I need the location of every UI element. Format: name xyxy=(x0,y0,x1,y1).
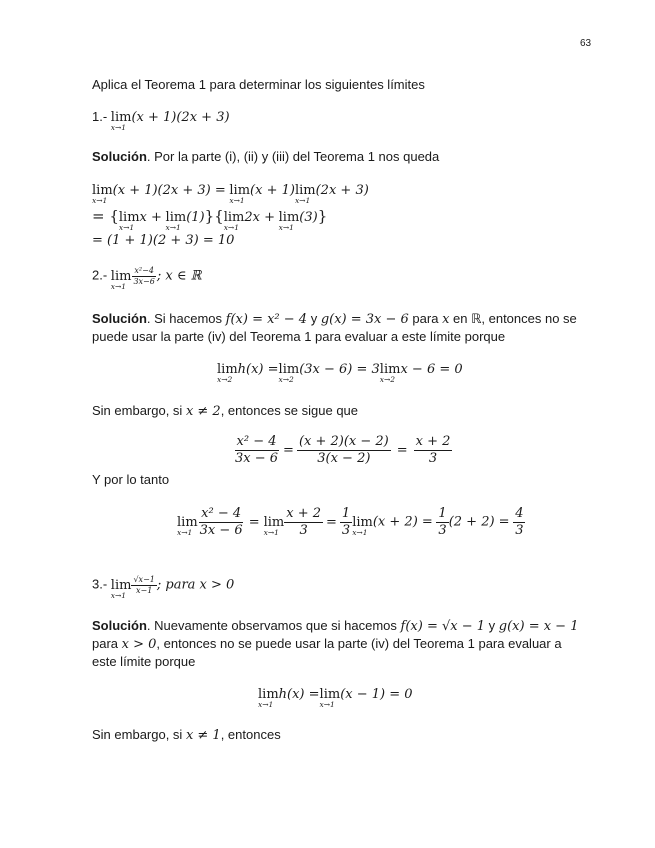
lim-text: lim xyxy=(118,210,140,225)
equals: = xyxy=(283,442,294,458)
text: . Si hacemos xyxy=(146,311,226,326)
lim-subscript: x→1 xyxy=(352,527,368,537)
expression: x + xyxy=(139,210,162,225)
lim-text: lim xyxy=(352,514,373,530)
denominator: 3x − 6 xyxy=(199,522,243,538)
problem-2-label: 2.- xyxy=(92,267,111,283)
numerator: 1 xyxy=(341,506,351,521)
text: , entonces no se puede usar la parte (iv) del Teorema 1 para evaluar a xyxy=(156,636,562,651)
numerator: 4 xyxy=(515,506,524,521)
denominator: 3 xyxy=(438,522,447,538)
expression: (x + 1) xyxy=(250,183,295,198)
solution-label: Solución xyxy=(92,311,147,326)
text: Sin embargo, si xyxy=(92,727,186,742)
numerator: √x−1 xyxy=(133,575,155,584)
lim-subscript: x→1 xyxy=(319,700,335,709)
expression: (x + 2) = xyxy=(372,514,433,530)
expression: (x + 1)(2x + 3) = xyxy=(112,183,226,198)
text: Sin embargo, si xyxy=(92,403,186,418)
denominator: 3x−6 xyxy=(133,276,155,286)
solution-1-line-2 xyxy=(92,207,328,232)
lim-subscript: x→1 xyxy=(110,590,127,600)
numerator: x + 2 xyxy=(415,434,451,449)
denominator: x−1 xyxy=(136,585,153,595)
expression: h(x) = xyxy=(278,687,320,702)
lim-text: lim xyxy=(110,268,132,284)
lim-text: lim xyxy=(110,110,132,125)
problem-3-label: 3.- xyxy=(92,576,111,592)
lim-text: lim xyxy=(278,210,300,225)
solution-1-line-1 xyxy=(92,182,369,205)
solution-label: Solución xyxy=(92,149,147,164)
lim-subscript: x→1 xyxy=(177,527,193,537)
lim-subscript: x→1 xyxy=(92,196,108,205)
expression: 2x + xyxy=(244,210,275,225)
brace-mid: }{ xyxy=(204,207,224,225)
limit-operator xyxy=(110,577,132,600)
intro-text: Aplica el Teorema 1 para determinar los siguientes límites xyxy=(92,77,425,92)
numerator: 1 xyxy=(438,506,447,521)
f-definition: f(x) = x² − 4 xyxy=(225,312,308,327)
lim-text: lim xyxy=(263,514,285,530)
problem-1 xyxy=(92,109,230,132)
lim-subscript: x→1 xyxy=(294,196,311,205)
lim-subscript: x→1 xyxy=(165,223,181,232)
text: , entonces xyxy=(220,727,281,742)
text: . Nuevamente observamos que si hacemos xyxy=(146,618,401,633)
lim-subscript: x→2 xyxy=(217,375,233,384)
lim-text: lim xyxy=(319,687,341,702)
lim-text: lim xyxy=(177,514,198,530)
limit-operator xyxy=(177,514,198,537)
numerator: x + 2 xyxy=(286,506,322,521)
problem-2 xyxy=(92,266,202,291)
lim-subscript: x→1 xyxy=(278,223,294,232)
expression: x − 6 = 0 xyxy=(400,362,463,377)
expression: (3x − 6) = 3 xyxy=(299,362,380,377)
brace-close: } xyxy=(317,207,328,225)
solution-2-line-2: puede usar la parte (iv) del Teorema 1 para evaluar a este límite porque xyxy=(92,329,506,344)
condition: x > 0 xyxy=(121,637,157,652)
lim-subscript: x→1 xyxy=(263,527,279,537)
problem-3 xyxy=(92,575,235,600)
denominator: 3 xyxy=(515,522,524,538)
limit-operator xyxy=(229,183,251,205)
fraction xyxy=(131,575,156,595)
f-definition: f(x) = √x − 1 xyxy=(400,619,486,634)
fraction xyxy=(284,506,323,538)
lim-text: lim xyxy=(294,183,316,198)
expression: (2 + 2) = xyxy=(448,514,510,530)
denominator: 3x − 6 xyxy=(235,450,279,466)
lim-text: lim xyxy=(229,183,251,198)
text: y xyxy=(307,311,321,326)
text: en ℝ, entonces no se xyxy=(449,311,577,326)
numerator: (x + 2)(x − 2) xyxy=(298,434,389,449)
numerator: x² − 4 xyxy=(236,434,277,449)
limit-operator xyxy=(165,210,187,232)
lim-text: lim xyxy=(223,210,245,225)
numerator: x²−4 xyxy=(134,266,154,275)
equals: = xyxy=(396,442,408,458)
solution-1-text: . Por la parte (i), (ii) y (iii) del Teorema 1 nos queda xyxy=(146,149,440,164)
lim-text: lim xyxy=(110,577,132,593)
limit-operator xyxy=(352,514,373,537)
variable: x xyxy=(442,312,450,327)
lim-subscript: x→1 xyxy=(258,700,274,709)
fraction xyxy=(297,434,391,466)
lim-subscript: x→1 xyxy=(229,196,245,205)
solution-3-intro xyxy=(92,618,578,634)
limit-operator xyxy=(217,362,238,384)
lim-text: lim xyxy=(92,183,113,198)
equals: = xyxy=(248,514,260,530)
solution-2-intro xyxy=(92,311,577,327)
problem-1-expression: (x + 1)(2x + 3) xyxy=(131,110,230,125)
text: para xyxy=(408,311,443,326)
denominator: 3 xyxy=(299,522,308,538)
page-number: 63 xyxy=(580,38,592,49)
lim-subscript: x→1 xyxy=(110,281,127,291)
solution-1-intro xyxy=(92,149,439,164)
lim-text: lim xyxy=(217,362,238,377)
limit-operator xyxy=(118,210,140,232)
equals: = xyxy=(326,514,337,530)
limit-operator xyxy=(278,362,300,384)
condition: x ≠ 1 xyxy=(185,728,221,743)
lim-subscript: x→2 xyxy=(379,375,396,384)
lim-text: lim xyxy=(278,362,300,377)
fraction xyxy=(198,506,245,538)
domain-condition: ; x ∈ ℝ xyxy=(156,268,202,284)
solution-3-equation xyxy=(258,686,413,709)
problem-1-label: 1.- xyxy=(92,109,111,124)
limit-operator xyxy=(92,183,113,205)
limit-operator xyxy=(110,110,132,132)
solution-3-line-2 xyxy=(92,636,562,652)
lim-subscript: x→2 xyxy=(278,375,294,384)
lim-text: lim xyxy=(258,687,279,702)
limit-operator xyxy=(223,210,245,232)
fraction xyxy=(233,434,280,466)
expression: h(x) = xyxy=(237,362,279,377)
limit-operator xyxy=(258,687,279,709)
solution-2-sin-embargo xyxy=(92,403,358,419)
text: , entonces se sigue que xyxy=(220,403,359,418)
numerator: x² − 4 xyxy=(201,506,242,521)
solution-2-fraction-equation xyxy=(233,434,452,466)
denominator: 3(x − 2) xyxy=(317,450,371,466)
limit-operator xyxy=(319,687,341,709)
text: y xyxy=(485,618,499,633)
solution-2-final-equation xyxy=(177,506,525,538)
solution-1-line-3: = (1 + 1)(2 + 3) = 10 xyxy=(92,233,235,248)
limit-operator xyxy=(379,362,401,384)
g-definition: g(x) = 3x − 6 xyxy=(320,312,409,327)
fraction xyxy=(340,506,352,538)
lim-subscript: x→1 xyxy=(110,123,127,132)
fraction xyxy=(131,266,156,286)
solution-3-line-3: este límite porque xyxy=(92,654,196,669)
condition: x ≠ 2 xyxy=(185,404,221,419)
limit-operator xyxy=(278,210,300,232)
lim-subscript: x→1 xyxy=(118,223,135,232)
limit-operator xyxy=(263,514,285,537)
limit-operator xyxy=(110,268,132,291)
domain-condition: ; para x > 0 xyxy=(156,577,235,593)
expression: (x − 1) = 0 xyxy=(340,687,413,702)
fraction xyxy=(414,434,453,466)
solution-label: Solución xyxy=(92,618,147,633)
g-definition: g(x) = x − 1 xyxy=(498,619,579,634)
expression: (3) xyxy=(299,210,318,225)
denominator: 3 xyxy=(428,450,438,466)
denominator: 3 xyxy=(341,522,351,538)
fraction xyxy=(436,506,448,538)
brace-open: = { xyxy=(92,207,119,225)
limit-operator xyxy=(294,183,316,205)
lim-text: lim xyxy=(165,210,187,225)
expression: (1) xyxy=(186,210,205,225)
lim-text: lim xyxy=(379,362,401,377)
solution-2-equation-1 xyxy=(217,361,463,384)
solution-3-sin-embargo xyxy=(92,727,281,743)
lim-subscript: x→1 xyxy=(223,223,239,232)
y-por-lo-tanto: Y por lo tanto xyxy=(92,472,170,487)
text: para xyxy=(92,636,122,651)
fraction xyxy=(513,506,525,538)
expression: (2x + 3) xyxy=(315,183,369,198)
